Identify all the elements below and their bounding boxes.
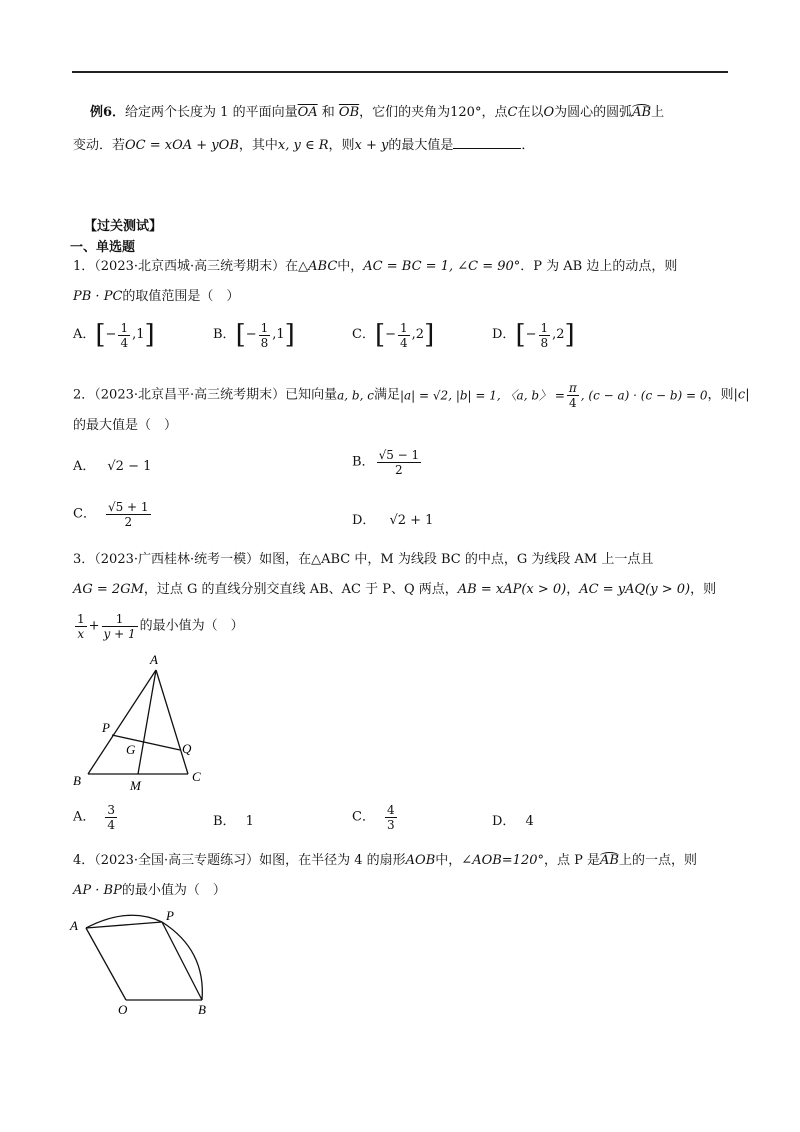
q2-option-c[interactable]: C． $\frac{√5 + 1}{2}$: [73, 500, 149, 529]
section-title: 【过关测试】: [84, 219, 163, 234]
vector-equation: OC = xOA + yOB: [125, 138, 239, 153]
label-q: Q: [182, 741, 192, 756]
header-rule: [72, 71, 728, 73]
label-g: G: [126, 742, 136, 757]
angle-value: 120°: [450, 105, 482, 120]
line-pq: [112, 735, 180, 750]
example-6-line-1: 例6．给定两个长度为 1 的平面向量$\overline{OA}$ 和 $\overline{OB}$，它们的夹角为120°，点C在以O为圆心的圆弧AB上: [90, 105, 665, 120]
label-c: C: [192, 769, 201, 784]
vector-ob: $\overline{OB}$: [338, 105, 360, 120]
q3-line-2: AG = 2GM，过点 G 的直线分别交直线 AB、AC 于 P、Q 两点，AB = xAP(x > 0)，AC = yAQ(y > 0)，则: [73, 582, 717, 597]
side-ab: [88, 670, 156, 774]
q2-line-1: 2．（2023·北京昌平·高三统考期末）已知向量a, b, c满足|a| = √2, |b| = 1, 〈a, b〉 = $\frac{\pi}{4}$ , (c − a) · (c − b) = 0，则|c|: [73, 381, 750, 410]
q4-sector-figure: [68, 908, 228, 1018]
q1-option-c[interactable]: C．[− $\frac{1}{4}$ ,2]: [352, 320, 435, 350]
q1-option-d[interactable]: D．[− $\frac{1}{8}$ ,2]: [492, 320, 575, 350]
arc-ab: AB: [632, 105, 652, 120]
q3-option-a[interactable]: A． $\frac{3}{4}$: [73, 803, 116, 832]
label-o: O: [118, 1002, 128, 1017]
label-p: P: [102, 720, 110, 735]
q2-option-a[interactable]: A． √2 − 1: [73, 459, 152, 474]
q1-option-b[interactable]: B．[− $\frac{1}{8}$ ,1]: [213, 320, 295, 350]
label-a: A: [70, 918, 78, 933]
q1-option-a[interactable]: A．[− $\frac{1}{4}$ ,1]: [73, 320, 155, 350]
q1-line-1: 1．（2023·北京西城·高三统考期末）在△ABC中，AC = BC = 1, ∠C = 90°．P 为 AB 边上的动点，则: [73, 259, 678, 274]
q2-option-d[interactable]: D． √2 + 1: [352, 513, 434, 528]
q3-option-c[interactable]: C． $\frac{4}{3}$: [352, 803, 395, 832]
q3-option-d[interactable]: D． 4: [492, 814, 534, 829]
q1-line-2: PB · PC的取值范围是（ ）: [73, 289, 240, 304]
q4-line-2: AP · BP的最小值为（ ）: [73, 883, 226, 898]
section-subtitle: 一、单选题: [70, 240, 136, 255]
q3-line-1: 3．（2023·广西桂林·统考一模）如图，在△ABC 中，M 为线段 BC 的中点，G 为线段 AM 上一点且: [73, 552, 654, 567]
label-b: B: [73, 773, 81, 788]
vector-oa: $\overline{OA}$: [297, 105, 318, 120]
label-a: A: [150, 652, 158, 667]
example-label: 例6．: [90, 105, 126, 120]
q2-line-2: 的最大值是（ ）: [73, 418, 178, 433]
arc-ap: [86, 915, 162, 928]
q2-option-b[interactable]: B． $\frac{√5 - 1}{2}$: [352, 448, 420, 477]
q4-line-1: 4．（2023·全国·高三专题练习）如图，在半径为 4 的扇形AOB中，∠AOB=120°，点 P 是AB上的一点，则: [73, 853, 697, 868]
example-6-line-2: 变动．若OC = xOA + yOB，其中x, y ∈ R，则x + y的最大值是 ．: [73, 138, 535, 153]
q3-triangle-figure: [70, 650, 220, 795]
answer-blank: [453, 136, 521, 149]
radius-oa: [86, 928, 126, 1000]
median-am: [138, 670, 156, 774]
label-b: B: [198, 1002, 206, 1017]
label-m: M: [130, 778, 141, 793]
label-p: P: [166, 908, 174, 923]
q3-option-b[interactable]: B． 1: [213, 814, 254, 829]
side-ac: [156, 670, 188, 774]
q3-line-3: $\frac{1}{x}$ + $\frac{1}{y + 1}$ 的最小值为（ ）: [77, 612, 244, 641]
